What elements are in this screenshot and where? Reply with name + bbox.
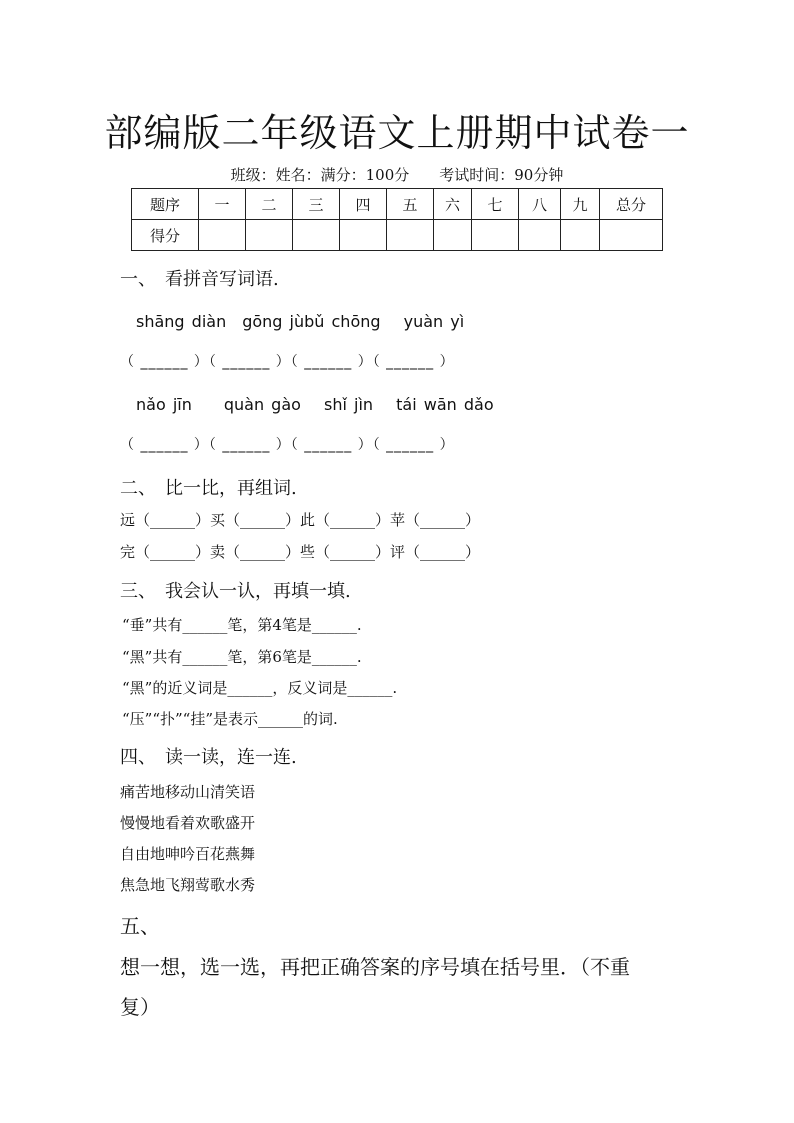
section-5-instruction-cont: 复） bbox=[120, 995, 160, 1019]
score-header-cell: 三 bbox=[293, 189, 340, 220]
score-table bbox=[131, 188, 663, 251]
matching-line-1: 痛苦地移动山清笑语 bbox=[120, 783, 256, 801]
fill-in-line-1[interactable]: “垂”共有______笔，第4笔是______. bbox=[122, 616, 362, 634]
matching-line-4: 焦急地飞翔莺歌水秀 bbox=[120, 876, 256, 894]
score-cell[interactable] bbox=[472, 220, 519, 251]
pinyin-row-1: shāng diàn gōng jùbǔ chōng yuàn yì bbox=[136, 312, 465, 331]
section-3-heading: 三、 我会认一认，再填一填. bbox=[120, 581, 351, 602]
section-2-heading: 二、 比一比，再组词. bbox=[120, 478, 297, 499]
section-1-heading: 一、 看拼音写词语. bbox=[120, 269, 279, 290]
score-header-cell: 一 bbox=[199, 189, 246, 220]
score-header-cell: 二 bbox=[246, 189, 293, 220]
score-cell[interactable] bbox=[434, 220, 472, 251]
section-5-heading: 五、 bbox=[120, 914, 160, 938]
answer-blanks-row-1[interactable]: （ ______ ）（ ______ ）（ ______ ）（ ______ ） bbox=[120, 354, 455, 370]
score-row-label: 得分 bbox=[132, 220, 199, 251]
score-cell[interactable] bbox=[293, 220, 340, 251]
score-header-cell: 五 bbox=[387, 189, 434, 220]
answer-blanks-row-2[interactable]: （ ______ ）（ ______ ）（ ______ ）（ ______ ） bbox=[120, 437, 455, 453]
score-header-cell: 八 bbox=[519, 189, 561, 220]
exam-info: 班级：姓名：满分：100分 考试时间：90分钟 bbox=[230, 166, 564, 184]
pinyin-row-2: nǎo jīn quàn gào shǐ jìn tái wān dǎo bbox=[136, 395, 494, 414]
word-group-line-1[interactable]: 远（______）买（______）此（______）苹（______） bbox=[120, 511, 481, 529]
score-cell[interactable] bbox=[600, 220, 663, 251]
section-4-heading: 四、 读一读，连一连. bbox=[120, 747, 297, 768]
word-group-line-2[interactable]: 完（______）卖（______）些（______）评（______） bbox=[120, 543, 481, 561]
score-table-header-row bbox=[132, 189, 663, 220]
score-header-cell: 总分 bbox=[600, 189, 663, 220]
matching-line-3: 自由地呻吟百花燕舞 bbox=[120, 845, 256, 863]
section-5-instruction: 想一想，选一选，再把正确答案的序号填在括号里．（不重 bbox=[120, 955, 630, 979]
score-cell[interactable] bbox=[246, 220, 293, 251]
score-cell[interactable] bbox=[561, 220, 600, 251]
score-header-cell: 四 bbox=[340, 189, 387, 220]
score-table-score-row bbox=[132, 220, 663, 251]
score-header-cell: 七 bbox=[472, 189, 519, 220]
score-cell[interactable] bbox=[340, 220, 387, 251]
fill-in-line-4[interactable]: “压”“扑”“挂”是表示______的词. bbox=[122, 710, 338, 728]
score-header-cell: 六 bbox=[434, 189, 472, 220]
score-cell[interactable] bbox=[199, 220, 246, 251]
fill-in-line-2[interactable]: “黑”共有______笔，第6笔是______. bbox=[122, 648, 362, 666]
score-header-cell: 九 bbox=[561, 189, 600, 220]
score-header-cell: 题序 bbox=[132, 189, 199, 220]
score-cell[interactable] bbox=[387, 220, 434, 251]
score-cell[interactable] bbox=[519, 220, 561, 251]
page-title: 部编版二年级语文上册期中试卷一 bbox=[104, 111, 690, 155]
matching-line-2: 慢慢地看着欢歌盛开 bbox=[120, 814, 256, 832]
fill-in-line-3[interactable]: “黑”的近义词是______，反义词是______. bbox=[122, 679, 398, 697]
